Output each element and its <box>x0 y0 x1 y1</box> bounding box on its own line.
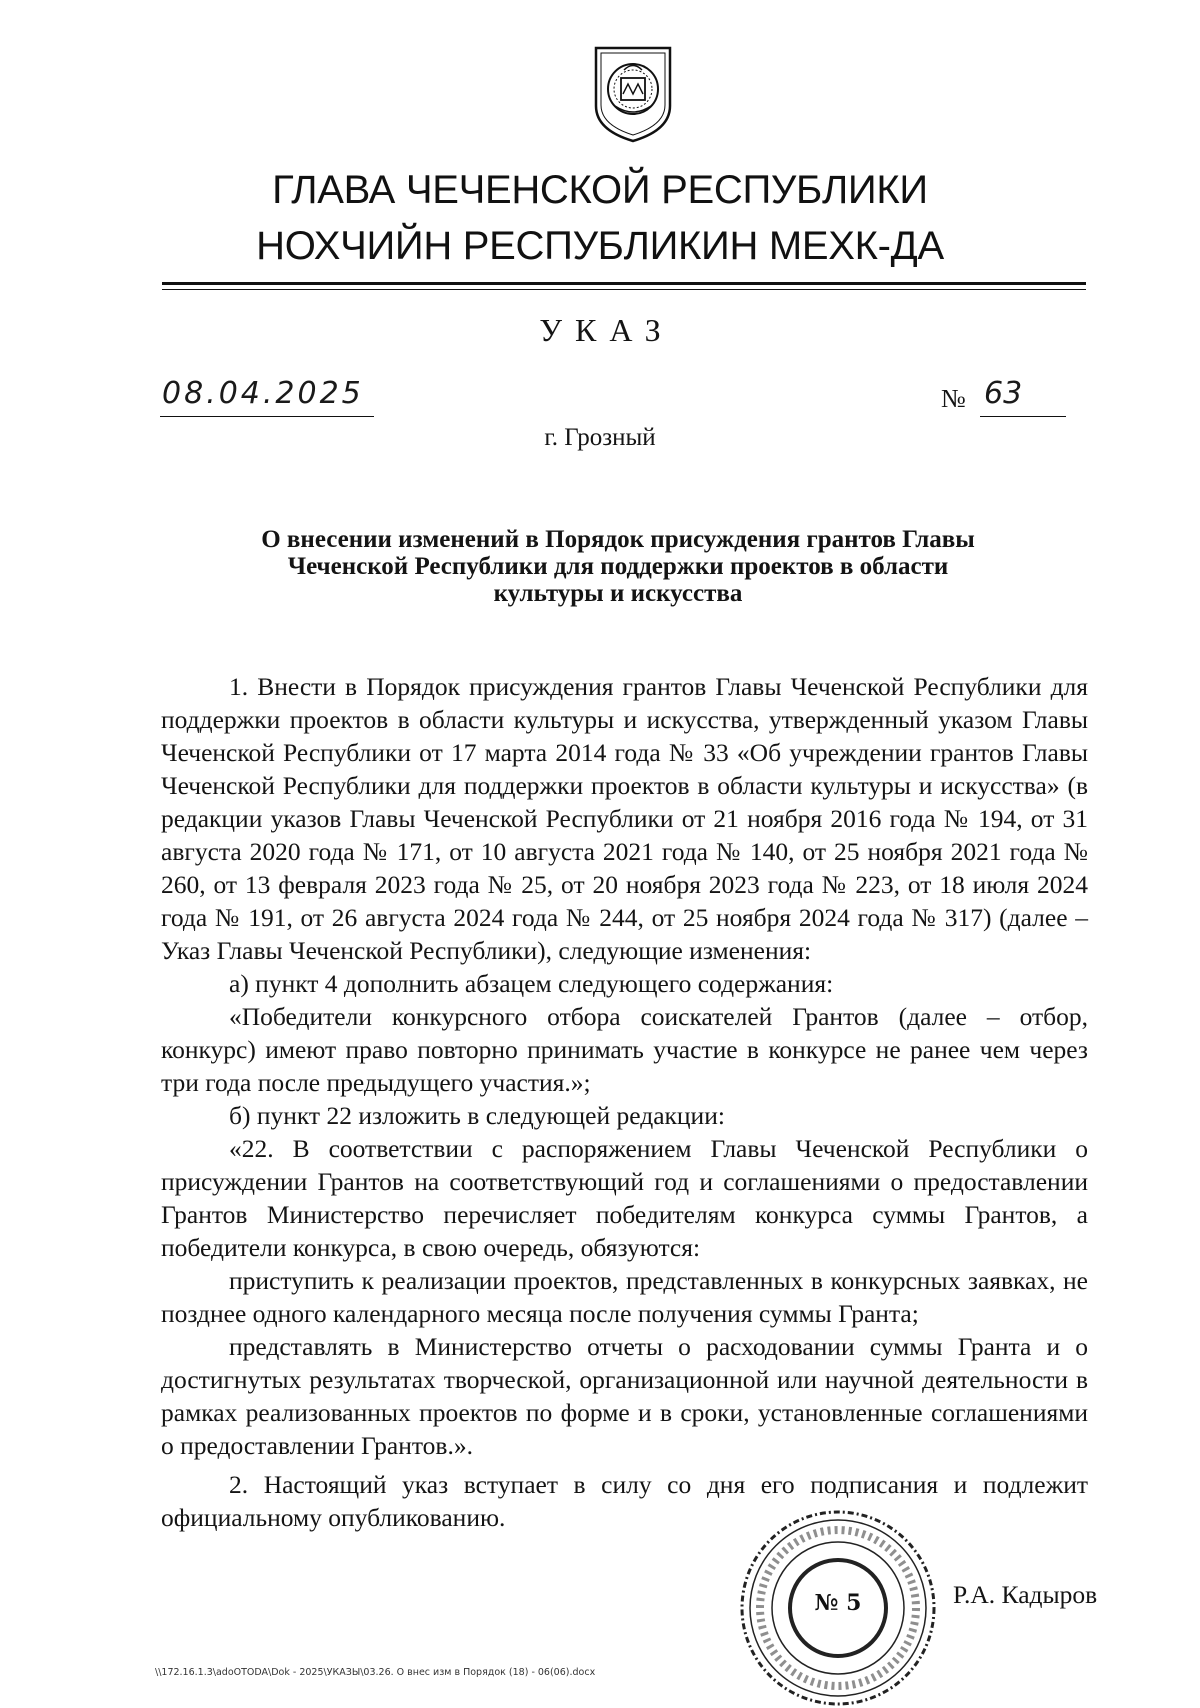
decree-number-label: № <box>941 384 966 413</box>
body-paragraph: 1. Внести в Порядок присуждения грантов Главы Чеченской Республики для поддержки проектов в области культуры и искусства, утвержденный указом Главы Чеченской Республики от 17 марта 2014 года № 33 «Об учреждении грантов Главы Чеченской Республики для поддержки проектов в области культуры и искусства» (в редакции указов Главы Чеченской Республики от 21 ноября 2016 года № 194, от 31 августа 2020 года № 171, от 10 августа 2021 года № 140, от 25 ноября 2021 года № 260, от 13 февраля 2023 года № 25, от 20 ноября 2023 года № 223, от 18 июля 2024 года № 191, от 26 августа 2024 года № 244, от 25 ноября 2024 года № 317) (далее – Указ Главы Чеченской Республики), следующие изменения: <box>161 672 1088 965</box>
decree-number-field <box>980 376 1066 417</box>
body-paragraph: представлять в Министерство отчеты о расходовании суммы Гранта и о достигнутых результатах творческой, организационной или научной деятельности в рамках реализованных проектов по форме и в сроки, установленные соглашениями о предоставлении Грантов.». <box>161 1332 1088 1460</box>
header-divider-thin <box>162 289 1086 290</box>
footer-file-path: \\172.16.1.3\adoOTODA\Dok - 2025\УКАЗЫ\03.26. О внес изм в Порядок (18) - 06(06).docx <box>155 1667 596 1678</box>
body-paragraph: «Победители конкурсного отбора соискателей Грантов (далее – отбор, конкурс) имеют право повторно принимать участие в конкурсе не ранее чем через три года после предыдущего участия.»; <box>161 1002 1088 1097</box>
body-paragraph: б) пункт 22 изложить в следующей редакции: <box>229 1101 725 1130</box>
round-seal-stamp-icon <box>737 1508 939 1708</box>
decree-type: УКАЗ <box>539 312 674 348</box>
header-title-ru: ГЛАВА ЧЕЧЕНСКОЙ РЕСПУБЛИКИ <box>272 168 928 212</box>
body-paragraph: «22. В соответствии с распоряжением Главы Чеченской Республики о присуждении Грантов на соответствующий год и соглашениями о предоставлении Грантов Министерство перечисляет победителям конкурса суммы Грантов, а победители конкурса, в свою очередь, обязуются: <box>161 1134 1088 1262</box>
decree-date: 08.04.2025 <box>162 376 364 411</box>
body-paragraph: 2. Настоящий указ вступает в силу со дня его подписания и подлежит официальному опубликованию. <box>161 1470 1088 1532</box>
decree-number: 63 <box>984 376 1023 411</box>
header-divider-thick <box>162 282 1086 285</box>
decree-title: О внесении изменений в Порядок присуждения грантов Главы Чеченской Республики для поддержки проектов в области культуры и искусства <box>261 526 975 607</box>
decree-date-field <box>160 376 374 417</box>
body-paragraph: приступить к реализации проектов, представленных в конкурсных заявках, не позднее одного календарного месяца после получения суммы Гранта; <box>161 1266 1088 1328</box>
body-paragraph: а) пункт 4 дополнить абзацем следующего содержания: <box>229 969 834 998</box>
header-title-ce: НОХЧИЙН РЕСПУБЛИКИН МЕХК-ДА <box>256 224 944 268</box>
decree-city: г. Грозный <box>544 424 656 451</box>
coat-of-arms-emblem-icon <box>590 44 676 144</box>
signer-name: Р.А. Кадыров <box>953 1580 1098 1609</box>
decree-body <box>161 670 1088 1534</box>
stamp-number: № 5 <box>814 1590 862 1616</box>
